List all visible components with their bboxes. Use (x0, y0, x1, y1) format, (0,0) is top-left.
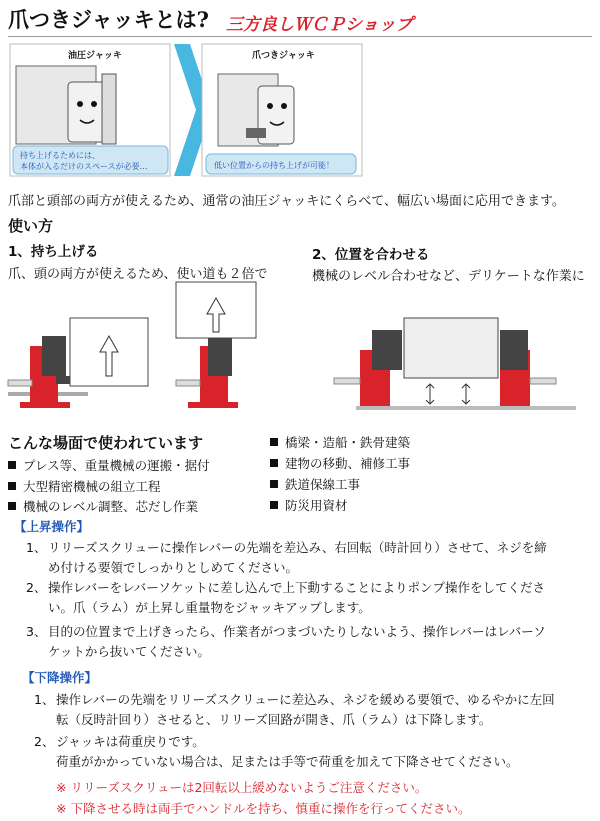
scene-item: 建物の移動、補修工事 (270, 453, 410, 474)
bullet-icon (270, 459, 278, 467)
scenes-heading: こんな場面で使われています (8, 434, 204, 452)
scene-item: 橋梁・造船・鉄骨建築 (270, 432, 410, 453)
align-desc: 機械のレベル合わせなど、デリケートな作業に (312, 269, 585, 284)
page-title: 爪つきジャッキとは? (8, 7, 209, 32)
adjust-arrow-icon-2 (462, 384, 470, 404)
machine-block (404, 318, 498, 378)
oil-jack-caption-2: 本体が入るだけのスペースが必要… (20, 162, 148, 171)
caution-note-1: ※ リリーズスクリューは2回転以上緩めないようご注意ください。 (56, 780, 428, 795)
lower-step-2: 2、 ジャッキは荷重戻りです。 荷重がかかっていない場合は、足または手等で荷重を加えて下降させてください。 (34, 734, 519, 769)
raise-heading: 【上昇操作】 (14, 519, 90, 534)
scenes-left-list (8, 456, 210, 518)
usage-heading: 使い方 (8, 217, 54, 235)
lower-step-1: 1、 操作レバーの先端をリリーズスクリューに差込み、ネジを緩める要領で、ゆるやかに左回 転（反時計回り）させると、リリーズ回路が開き、爪（ラム）は下降します。 (34, 692, 555, 727)
shop-name: 三方良しＷＣＰショップ (226, 15, 413, 35)
jack-eye-right (91, 101, 97, 107)
jack-claw-1 (56, 376, 70, 384)
bullet-icon (270, 501, 278, 509)
caution-note-2: ※ 下降させる時は両手でハンドルを持ち、慎重に操作を行ってください。 (56, 801, 471, 816)
raise-step-2: 2、 操作レバーをレバーソケットに差し込んで上下動することによりポンプ操作をしてくださ い。爪（ラム）が上昇し重量物をジャッキアップします。 (26, 580, 546, 615)
scene-item: 機械のレベル調整、芯だし作業 (8, 497, 210, 518)
bullet-icon (270, 480, 278, 488)
bullet-icon (8, 461, 16, 469)
scene-item: 大型精密機械の組立工程 (8, 477, 210, 498)
bullet-icon (270, 438, 278, 446)
oil-jack-label: 油圧ジャッキ (68, 51, 122, 61)
lift-desc: 爪、頭の両方が使えるため、使い道も２倍で (8, 267, 268, 282)
claw-jack-label: 爪つきジャッキ (252, 51, 315, 61)
adjust-arrow-icon-1 (426, 384, 434, 404)
raise-step-1: 1、 リリーズスクリューに操作レバーの先端を差込み、右回転（時計回り）させて、ネジを締 め付ける要領でしっかりとしめてください。 (26, 540, 547, 575)
claw-jack-caption: 低い位置からの持ち上げが可能！ (214, 161, 334, 170)
scenes-right-list (270, 432, 410, 516)
title-divider (8, 36, 592, 37)
lower-heading: 【下降操作】 (22, 670, 98, 685)
scene-item: 防災用資材 (270, 495, 410, 516)
bullet-icon (8, 502, 16, 510)
align-title: 2、位置を合わせる (312, 247, 430, 263)
lift-title: 1、持ち上げる (8, 244, 99, 260)
intro-text: 爪部と頭部の両方が使えるため、通常の油圧ジャッキにくらべて、幅広い場面に応用できます。 (8, 194, 565, 209)
bullet-icon (8, 482, 16, 490)
usage-illustration (0, 280, 600, 430)
raise-step-3: 3、 目的の位置まで上げきったら、作業者がつまづいたりしないよう、操作レバーはレバーソ ケットから抜いてください。 (26, 624, 546, 659)
jack-eye-left (77, 101, 83, 107)
oil-jack-caption-1: 持ち上げるためには、 (20, 151, 100, 160)
scene-item: 鉄道保線工事 (270, 474, 410, 495)
scene-item: プレス等、重量機械の運搬・据付 (8, 456, 210, 477)
